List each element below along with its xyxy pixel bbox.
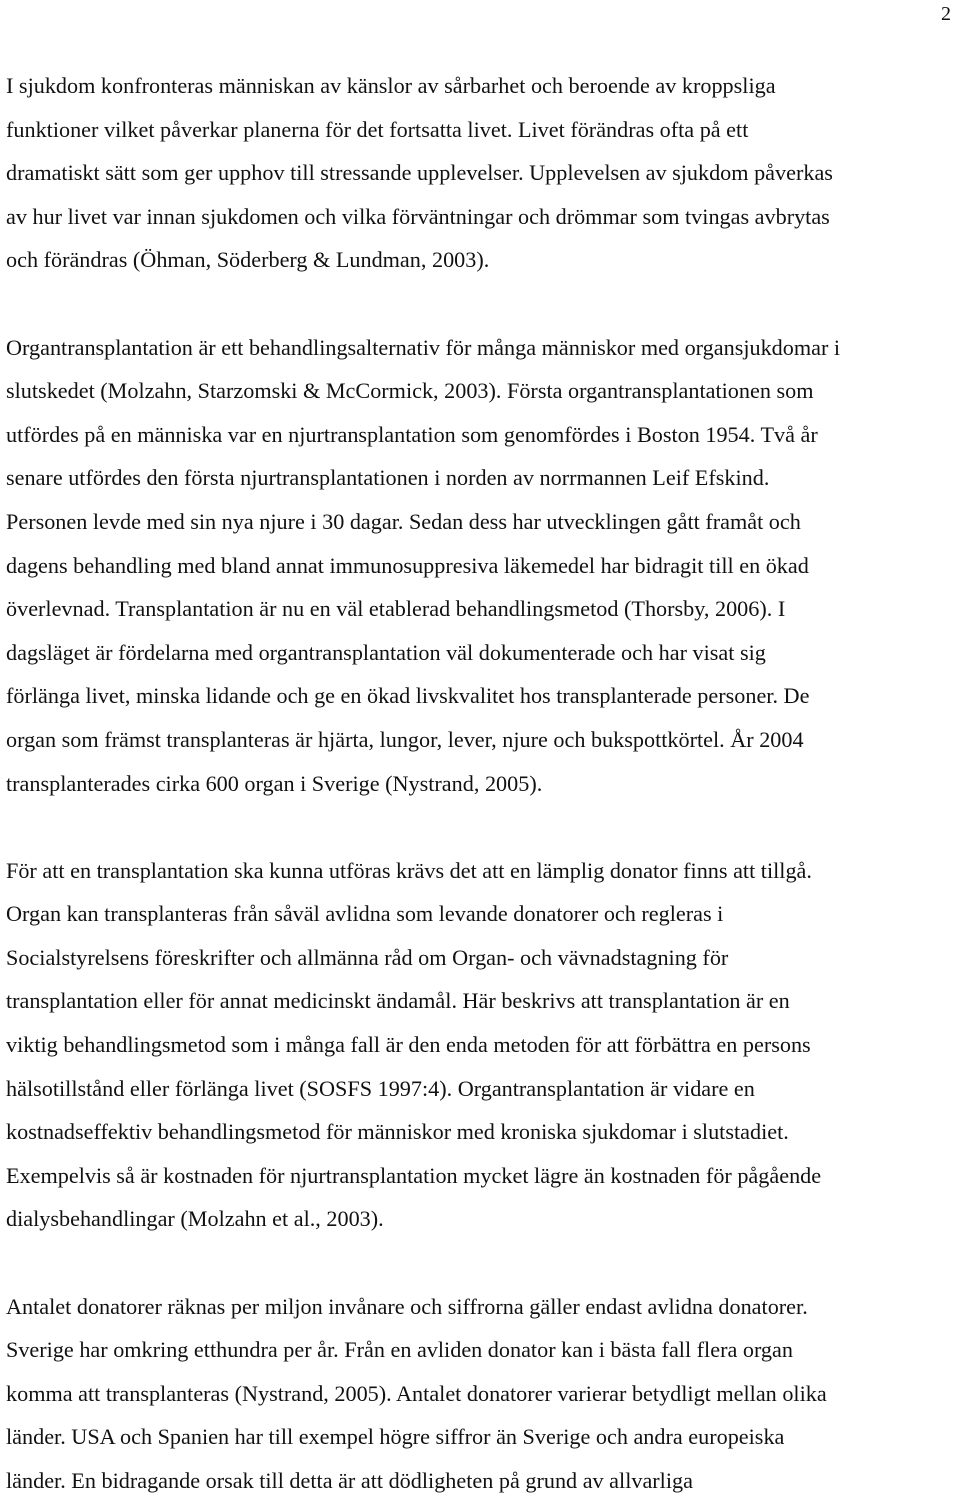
text-line: länder. USA och Spanien har till exempel högre siffror än Sverige och andra europeiska: [6, 1424, 785, 1450]
document-body: [6, 64, 954, 1503]
paragraph-donor-statistics: [6, 1285, 954, 1503]
text-line: funktioner vilket påverkar planerna för det fortsatta livet. Livet förändras ofta på ett: [6, 116, 749, 142]
text-line: senare utfördes den första njurtransplantationen i norden av norrmannen Leif Efskind.: [6, 465, 770, 491]
text-line: Socialstyrelsens föreskrifter och allmänna råd om Organ- och vävnadstagning för: [6, 944, 729, 970]
text-line: I sjukdom konfronteras människan av känslor av sårbarhet och beroende av kroppsliga: [6, 73, 776, 98]
text-line: förlänga livet, minska lidande och ge en ökad livskvalitet hos transplanterade personer. De: [6, 683, 810, 709]
text-line: dagsläget är fördelarna med organtransplantation väl dokumenterade och har visat sig: [6, 639, 766, 665]
text-line: organ som främst transplanteras är hjärta, lungor, lever, njure och bukspottkörtel. År 2004: [6, 726, 804, 752]
text-line: Sverige har omkring etthundra per år. Från en avliden donator kan i bästa fall flera organ: [6, 1337, 793, 1363]
text-line: dramatiskt sätt som ger upphov till stressande upplevelser. Upplevelsen av sjukdom påverkas: [6, 160, 833, 186]
text-line: länder. En bidragande orsak till detta är att dödligheten på grund av allvarliga: [6, 1468, 693, 1493]
text-line: Organtransplantation är ett behandlingsalternativ för många människor med organsjukdomar i: [6, 334, 841, 360]
text-line: viktig behandlingsmetod som i många fall är den enda metoden för att förbättra en persons: [6, 1032, 811, 1058]
text-line: överlevnad. Transplantation är nu en väl etablerad behandlingsmetod (Thorsby, 2006). I: [6, 596, 786, 622]
paragraph-transplantation-history: [6, 326, 954, 806]
text-line: komma att transplanteras (Nystrand, 2005). Antalet donatorer varierar betydligt mellan olika: [6, 1380, 827, 1406]
text-line: transplanterades cirka 600 organ i Sverige (Nystrand, 2005).: [6, 770, 543, 796]
text-line: Personen levde med sin nya njure i 30 dagar. Sedan dess har utvecklingen gått framåt och: [6, 508, 801, 534]
text-line: och förändras (Öhman, Söderberg & Lundman, 2003).: [6, 247, 490, 273]
paragraph-donor-requirements: [6, 849, 954, 1241]
text-line: transplantation eller för annat medicinskt ändamål. Här beskrivs att transplantation är en: [6, 988, 790, 1014]
text-line: Exempelvis så är kostnaden för njurtransplantation mycket lägre än kostnaden för pågående: [6, 1162, 822, 1188]
text-line: kostnadseffektiv behandlingsmetod för människor med kroniska sjukdomar i slutstadiet.: [6, 1119, 789, 1145]
text-line: slutskedet (Molzahn, Starzomski & McCormick, 2003). Första organtransplantationen som: [6, 378, 814, 404]
text-line: av hur livet var innan sjukdomen och vilka förväntningar och drömmar som tvingas avbrytas: [6, 203, 830, 229]
text-line: dialysbehandlingar (Molzahn et al., 2003).: [6, 1206, 384, 1232]
text-line: För att en transplantation ska kunna utföras krävs det att en lämplig donator finns att tillgå.: [6, 857, 812, 883]
text-line: utfördes på en människa var en njurtransplantation som genomfördes i Boston 1954. Två år: [6, 421, 818, 447]
paragraph-illness-experience: [6, 64, 954, 282]
text-line: dagens behandling med bland annat immunosuppresiva läkemedel har bidragit till en ökad: [6, 552, 809, 578]
text-line: Antalet donatorer räknas per miljon invånare och siffrorna gäller endast avlidna donatorer.: [6, 1293, 808, 1319]
text-line: hälsotillstånd eller förlänga livet (SOSFS 1997:4). Organtransplantation är vidare en: [6, 1075, 755, 1101]
page-number: 2: [941, 3, 951, 25]
text-line: Organ kan transplanteras från såväl avlidna som levande donatorer och regleras i: [6, 901, 724, 927]
